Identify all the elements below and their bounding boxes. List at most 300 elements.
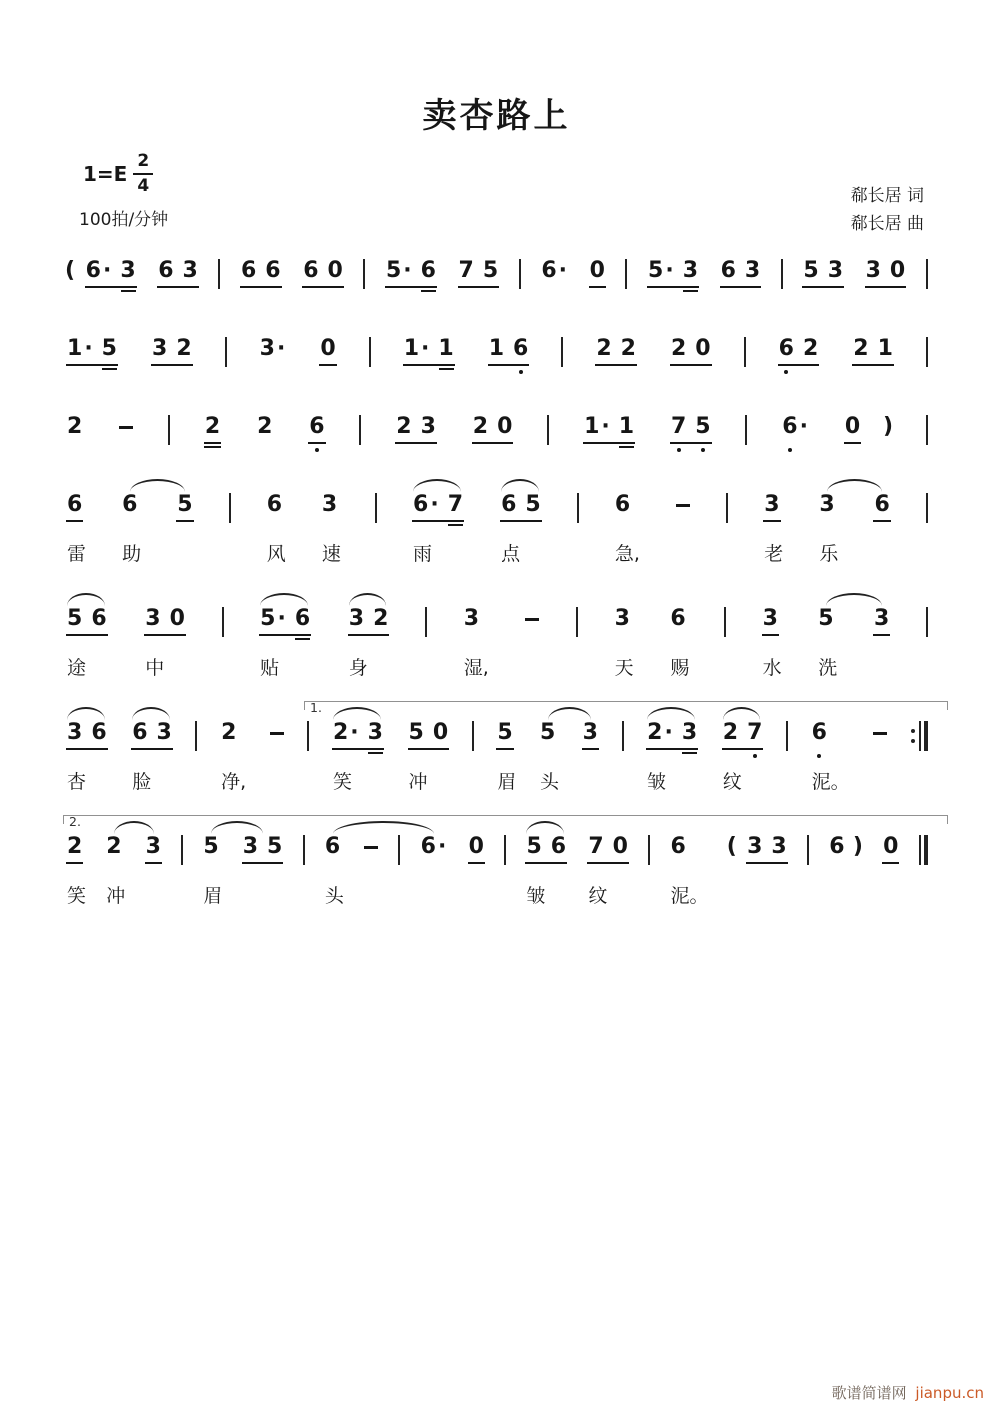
note-digit: 1 bbox=[877, 336, 893, 361]
tempo-marking: 100拍/分钟 bbox=[79, 210, 169, 230]
slur-arc bbox=[130, 479, 185, 492]
note-figures bbox=[150, 336, 194, 371]
note-digit: 2 bbox=[647, 720, 663, 745]
note-digit: 3 bbox=[152, 336, 168, 361]
barline-stroke bbox=[781, 259, 783, 289]
score-line bbox=[65, 258, 928, 293]
note-digit: 6 bbox=[420, 258, 436, 283]
dotted-note-dot: · bbox=[558, 258, 567, 283]
dotted-note-dot: · bbox=[277, 606, 286, 631]
note-figures bbox=[582, 414, 636, 449]
barline bbox=[745, 414, 747, 445]
note-cell bbox=[120, 492, 141, 566]
note-digit: 5 bbox=[260, 606, 276, 631]
note-figures bbox=[586, 834, 630, 869]
note-digit: 3 bbox=[242, 834, 258, 859]
note-digit: 2 bbox=[853, 336, 869, 361]
dotted-note-dot: · bbox=[665, 258, 674, 283]
note-figures bbox=[495, 720, 514, 755]
barline bbox=[926, 414, 928, 445]
note-digit: 3 bbox=[614, 606, 630, 631]
note-digit: 3 bbox=[367, 720, 383, 745]
barline bbox=[225, 336, 227, 367]
barline-stroke bbox=[307, 721, 309, 751]
note-digit: 0 bbox=[844, 414, 861, 439]
barline-stroke bbox=[622, 721, 624, 751]
slur-arc bbox=[413, 479, 461, 492]
note-digit: 5 bbox=[648, 258, 664, 283]
beam-underline bbox=[873, 520, 890, 522]
note-digit: 6 bbox=[501, 492, 517, 517]
barline bbox=[781, 258, 783, 289]
note-digit: 6 bbox=[513, 336, 528, 362]
notes-row bbox=[65, 336, 928, 371]
barline bbox=[181, 834, 183, 865]
note-digit: 2 bbox=[332, 720, 349, 745]
note-figures bbox=[318, 336, 337, 371]
beam-underline bbox=[646, 748, 698, 750]
note-cell bbox=[265, 492, 286, 566]
note-cell bbox=[871, 720, 889, 749]
dotted-note-dot: · bbox=[430, 492, 439, 517]
note-cell bbox=[487, 336, 531, 371]
barline-stroke bbox=[168, 415, 170, 445]
note-digit: 6 bbox=[720, 258, 736, 283]
barline-stroke bbox=[504, 835, 506, 865]
note-digit: 5 bbox=[67, 606, 83, 631]
note-figures bbox=[258, 336, 288, 371]
note-digit: 0 bbox=[497, 414, 513, 439]
note-digit: 2 bbox=[257, 414, 273, 439]
beam-underline bbox=[145, 862, 162, 864]
note-cell bbox=[523, 606, 541, 635]
note-figures bbox=[201, 834, 220, 869]
note-digit: 7 bbox=[671, 414, 686, 440]
time-signature-denominator: 4 bbox=[137, 176, 150, 196]
lyric-syllable: 乐 bbox=[819, 543, 839, 565]
note-cell bbox=[582, 414, 636, 449]
beam-underline bbox=[302, 286, 344, 288]
beam-underline bbox=[66, 862, 83, 864]
note-digit: 2 bbox=[670, 336, 687, 361]
note-digit: 2 bbox=[620, 336, 636, 361]
barline-stroke bbox=[561, 337, 563, 367]
barline-stroke bbox=[807, 835, 809, 865]
note-digit: 5 bbox=[267, 834, 283, 859]
note-cell bbox=[499, 492, 543, 566]
note-cell bbox=[402, 336, 456, 371]
barline bbox=[926, 606, 928, 637]
note-figures bbox=[407, 720, 451, 755]
note-cell bbox=[462, 606, 489, 680]
note-digit: 0 bbox=[889, 258, 906, 283]
score-line bbox=[65, 814, 928, 908]
barline-stroke bbox=[648, 835, 650, 865]
barline bbox=[561, 336, 563, 367]
note-figures bbox=[721, 720, 765, 755]
beam-underline bbox=[395, 442, 437, 444]
lyric-syllable: 老 bbox=[764, 543, 784, 565]
note-figures bbox=[384, 258, 438, 293]
note-figures bbox=[669, 414, 713, 449]
barline bbox=[807, 834, 809, 865]
note-digit: 2 bbox=[802, 336, 819, 361]
note-figures bbox=[65, 414, 84, 449]
note-figures bbox=[668, 834, 687, 869]
note-digit: 2 bbox=[396, 414, 412, 439]
dotted-note-dot: · bbox=[350, 720, 359, 745]
barline bbox=[369, 336, 371, 367]
beam-underline bbox=[66, 520, 83, 522]
barline-stroke bbox=[519, 259, 521, 289]
note-digit: 7 bbox=[458, 258, 474, 283]
lyric-syllable: 净, bbox=[221, 771, 247, 793]
note-digit: 3 bbox=[463, 606, 480, 631]
lyric-syllable: 速 bbox=[321, 543, 341, 565]
note-digit: 2 bbox=[106, 834, 122, 859]
slur-arc bbox=[349, 593, 387, 606]
note-cell bbox=[255, 414, 274, 449]
note-figures bbox=[674, 492, 692, 521]
beam-underline bbox=[259, 634, 311, 636]
beam-underline bbox=[670, 364, 712, 366]
note-cell bbox=[668, 834, 708, 908]
barline-stroke bbox=[926, 415, 928, 445]
note-figures bbox=[203, 414, 222, 449]
barline-stroke bbox=[724, 607, 726, 637]
dotted-note-dot: · bbox=[664, 720, 673, 745]
note-cell bbox=[65, 336, 119, 371]
beam-underline-2 bbox=[204, 446, 221, 448]
note-cell bbox=[719, 258, 763, 293]
beam-underline bbox=[242, 862, 284, 864]
slur-arc bbox=[67, 707, 105, 720]
note-digit: 6 bbox=[413, 492, 429, 517]
note-figures bbox=[645, 720, 699, 755]
note-figures bbox=[471, 414, 515, 449]
notes-row bbox=[65, 700, 928, 794]
octave-dot bbox=[788, 448, 792, 452]
note-cell bbox=[810, 720, 850, 794]
barline bbox=[359, 414, 361, 445]
close-paren: ) bbox=[882, 414, 894, 439]
lyric-syllable: 笑 bbox=[332, 771, 352, 793]
composer-credit: 郗长居 曲 bbox=[850, 214, 924, 234]
note-cell bbox=[872, 492, 891, 527]
beam-underline bbox=[525, 862, 567, 864]
note-cell bbox=[613, 492, 640, 566]
note-figures bbox=[851, 336, 895, 371]
notes-row bbox=[65, 606, 928, 680]
note-figures bbox=[156, 258, 200, 293]
beam-underline bbox=[873, 634, 890, 636]
note-digit: 3 bbox=[771, 834, 787, 859]
slur-arc bbox=[501, 479, 539, 492]
key-signature bbox=[83, 147, 928, 201]
note-digit: 5 bbox=[203, 834, 219, 859]
page-title: 卖杏路上 bbox=[422, 96, 571, 136]
repeat-end-barline bbox=[911, 720, 928, 752]
dotted-note-dot: · bbox=[799, 414, 808, 439]
note-cell bbox=[65, 720, 109, 794]
note-figures bbox=[668, 606, 687, 641]
note-figures bbox=[669, 336, 713, 371]
note-digit: 5 bbox=[177, 492, 193, 517]
note-digit: 6 bbox=[874, 492, 890, 517]
barline-stroke bbox=[576, 607, 578, 637]
barline bbox=[168, 414, 170, 445]
note-digit: 0 bbox=[612, 834, 628, 859]
repeat-dots bbox=[911, 729, 915, 743]
barline bbox=[625, 258, 627, 289]
barline bbox=[622, 720, 624, 751]
note-cell bbox=[843, 414, 862, 449]
lyric-syllable: 纹 bbox=[588, 885, 608, 907]
note-figures bbox=[462, 606, 481, 641]
note-cell bbox=[669, 336, 713, 371]
note-digit: 0 bbox=[320, 336, 336, 361]
note-digit: 5 bbox=[540, 720, 556, 745]
note-cell bbox=[780, 414, 810, 449]
note-cell bbox=[268, 720, 286, 749]
note-digit: 3 bbox=[764, 492, 780, 517]
note-digit: 6 bbox=[812, 720, 827, 746]
barline-stroke bbox=[577, 493, 579, 523]
beam-underline bbox=[157, 286, 199, 288]
lyric-syllable: 眉 bbox=[497, 771, 517, 793]
note-digit: 3 bbox=[582, 720, 598, 745]
beam-underline bbox=[595, 364, 637, 366]
lyric-syllable: 泥。 bbox=[811, 771, 850, 793]
barline-stroke bbox=[375, 493, 377, 523]
note-cell bbox=[588, 258, 607, 293]
note-cell bbox=[201, 834, 222, 908]
note-figures bbox=[762, 492, 781, 527]
beam-underline-2 bbox=[295, 638, 310, 640]
note-cell bbox=[851, 336, 895, 371]
note-digit: 5 bbox=[101, 336, 117, 361]
note-digit: 5 bbox=[526, 834, 542, 859]
note-digit: 1 bbox=[584, 414, 600, 439]
note-cell bbox=[457, 258, 501, 293]
beam-underline-2 bbox=[683, 290, 698, 292]
note-figures bbox=[84, 258, 138, 293]
beam-underline bbox=[468, 862, 485, 864]
octave-dot bbox=[315, 448, 319, 452]
note-digit: 6 bbox=[158, 258, 174, 283]
note-cell bbox=[467, 834, 486, 869]
beam-underline bbox=[746, 862, 788, 864]
beam-underline-2 bbox=[439, 368, 454, 370]
beam-underline bbox=[458, 286, 500, 288]
note-digit: 3 bbox=[747, 834, 763, 859]
note-digit: 1 bbox=[403, 336, 419, 361]
note-cell bbox=[347, 606, 391, 680]
barline bbox=[222, 606, 224, 637]
note-cell bbox=[65, 492, 86, 566]
duration-dash bbox=[270, 732, 284, 735]
note-figures bbox=[457, 258, 501, 293]
lyric-syllable: 皱 bbox=[526, 885, 546, 907]
beam-underline bbox=[66, 634, 108, 636]
note-digit: 5 bbox=[385, 258, 402, 283]
beam-underline bbox=[722, 748, 764, 750]
note-digit: 5 bbox=[818, 606, 834, 631]
lyric-syllable: 湿, bbox=[463, 657, 489, 679]
note-digit: 6 bbox=[782, 414, 797, 440]
duration-dash bbox=[119, 426, 133, 429]
note-digit: 3 bbox=[156, 720, 172, 745]
volta-bracket bbox=[304, 700, 948, 715]
note-digit: 1 bbox=[438, 336, 454, 361]
note-cell bbox=[777, 336, 821, 371]
beam-underline bbox=[66, 748, 108, 750]
note-digit: 5 bbox=[695, 414, 710, 440]
note-cell bbox=[864, 258, 908, 293]
note-cell bbox=[419, 834, 449, 869]
note-cell bbox=[320, 492, 341, 566]
beam-underline bbox=[582, 748, 599, 750]
note-digit: 6 bbox=[550, 834, 567, 859]
note-cell bbox=[816, 606, 837, 680]
dotted-note-dot: · bbox=[437, 834, 447, 859]
beam-underline bbox=[882, 862, 899, 864]
beam-underline bbox=[763, 520, 780, 522]
note-figures bbox=[843, 414, 862, 449]
barline bbox=[229, 492, 231, 523]
note-digit: 1 bbox=[618, 414, 635, 439]
lyric-syllable: 天 bbox=[614, 657, 634, 679]
note-figures bbox=[255, 414, 274, 449]
beam-underline bbox=[176, 520, 193, 522]
barline bbox=[547, 414, 549, 445]
lyric-syllable: 雷 bbox=[67, 543, 87, 565]
note-digit: 3 bbox=[145, 606, 161, 631]
barline bbox=[375, 492, 377, 523]
note-cell bbox=[175, 492, 194, 527]
beam-underline bbox=[131, 748, 173, 750]
note-figures bbox=[265, 492, 284, 527]
note-figures bbox=[307, 414, 326, 449]
note-digit: 6 bbox=[67, 492, 83, 517]
slur-arc bbox=[827, 479, 882, 492]
beam-underline-2 bbox=[368, 752, 383, 754]
note-digit: 6 bbox=[420, 834, 436, 859]
duration-dash bbox=[525, 618, 539, 621]
beam-underline bbox=[583, 442, 635, 444]
note-figures bbox=[104, 834, 123, 869]
beam-underline-2 bbox=[102, 368, 117, 370]
note-cell bbox=[258, 336, 288, 371]
barline-stroke bbox=[744, 337, 746, 367]
footer-watermark bbox=[832, 1382, 984, 1403]
note-digit: 2 bbox=[722, 720, 739, 745]
note-cell bbox=[144, 834, 163, 869]
dotted-note-dot: · bbox=[276, 336, 286, 361]
barline-stroke bbox=[225, 337, 227, 367]
note-digit: 6 bbox=[670, 834, 686, 859]
note-cell bbox=[674, 492, 692, 521]
lyric-syllable: 助 bbox=[122, 543, 142, 565]
note-cell bbox=[817, 492, 838, 566]
score-line bbox=[65, 606, 928, 680]
note-cell bbox=[203, 414, 222, 449]
note-digit: 2 bbox=[204, 414, 221, 439]
note-digit: 3 bbox=[873, 606, 890, 631]
note-digit: 2 bbox=[373, 606, 389, 631]
barline-stroke bbox=[181, 835, 183, 865]
note-figures bbox=[402, 336, 456, 371]
note-cell bbox=[239, 258, 283, 293]
lyric-syllable: 泥。 bbox=[670, 885, 709, 907]
note-cell bbox=[881, 834, 900, 869]
beam-underline bbox=[852, 364, 894, 366]
note-figures bbox=[539, 258, 569, 293]
barline bbox=[786, 720, 788, 751]
note-figures bbox=[499, 492, 543, 527]
note-digit: 1 bbox=[488, 336, 504, 361]
note-digit: 2 bbox=[596, 336, 612, 361]
barline-stroke bbox=[369, 337, 371, 367]
note-figures bbox=[117, 414, 135, 443]
note-digit: 5 bbox=[408, 720, 424, 745]
barline-stroke bbox=[926, 607, 928, 637]
note-digit: 0 bbox=[432, 720, 449, 745]
note-figures bbox=[239, 258, 283, 293]
note-cell bbox=[117, 414, 135, 443]
note-figures bbox=[323, 834, 342, 869]
note-cell bbox=[539, 258, 569, 293]
note-digit: 6 bbox=[779, 336, 794, 362]
volta-bracket bbox=[63, 814, 948, 829]
score-line bbox=[65, 414, 928, 449]
lyric-syllable: 冲 bbox=[106, 885, 126, 907]
note-figures bbox=[175, 492, 194, 527]
barline-stroke bbox=[926, 259, 928, 289]
credits bbox=[851, 182, 924, 238]
score-line bbox=[65, 700, 928, 794]
barline bbox=[504, 834, 506, 865]
barline bbox=[577, 492, 579, 523]
note-digit: 3 bbox=[762, 606, 778, 631]
note-cell bbox=[307, 414, 326, 449]
note-figures bbox=[258, 606, 312, 641]
note-cell bbox=[65, 606, 109, 680]
beam-underline bbox=[308, 442, 325, 444]
beam-underline bbox=[66, 364, 118, 366]
barline bbox=[744, 336, 746, 367]
score-line bbox=[65, 336, 928, 371]
note-figures bbox=[594, 336, 638, 371]
barline-stroke bbox=[359, 415, 361, 445]
note-figures bbox=[810, 720, 829, 755]
note-cell bbox=[411, 492, 465, 566]
note-figures bbox=[777, 336, 821, 371]
note-digit: 0 bbox=[169, 606, 185, 631]
note-cell bbox=[65, 414, 84, 449]
note-figures bbox=[761, 606, 780, 641]
octave-dot bbox=[677, 448, 681, 452]
note-figures bbox=[745, 834, 789, 869]
beam-underline bbox=[488, 364, 530, 366]
note-digit: 6 bbox=[132, 720, 148, 745]
note-figures bbox=[320, 492, 339, 527]
barline-stroke bbox=[745, 415, 747, 445]
volta-label: 2. bbox=[69, 814, 81, 829]
note-cell bbox=[394, 414, 438, 449]
beam-underline bbox=[496, 748, 513, 750]
note-digit: 3 bbox=[744, 258, 761, 283]
